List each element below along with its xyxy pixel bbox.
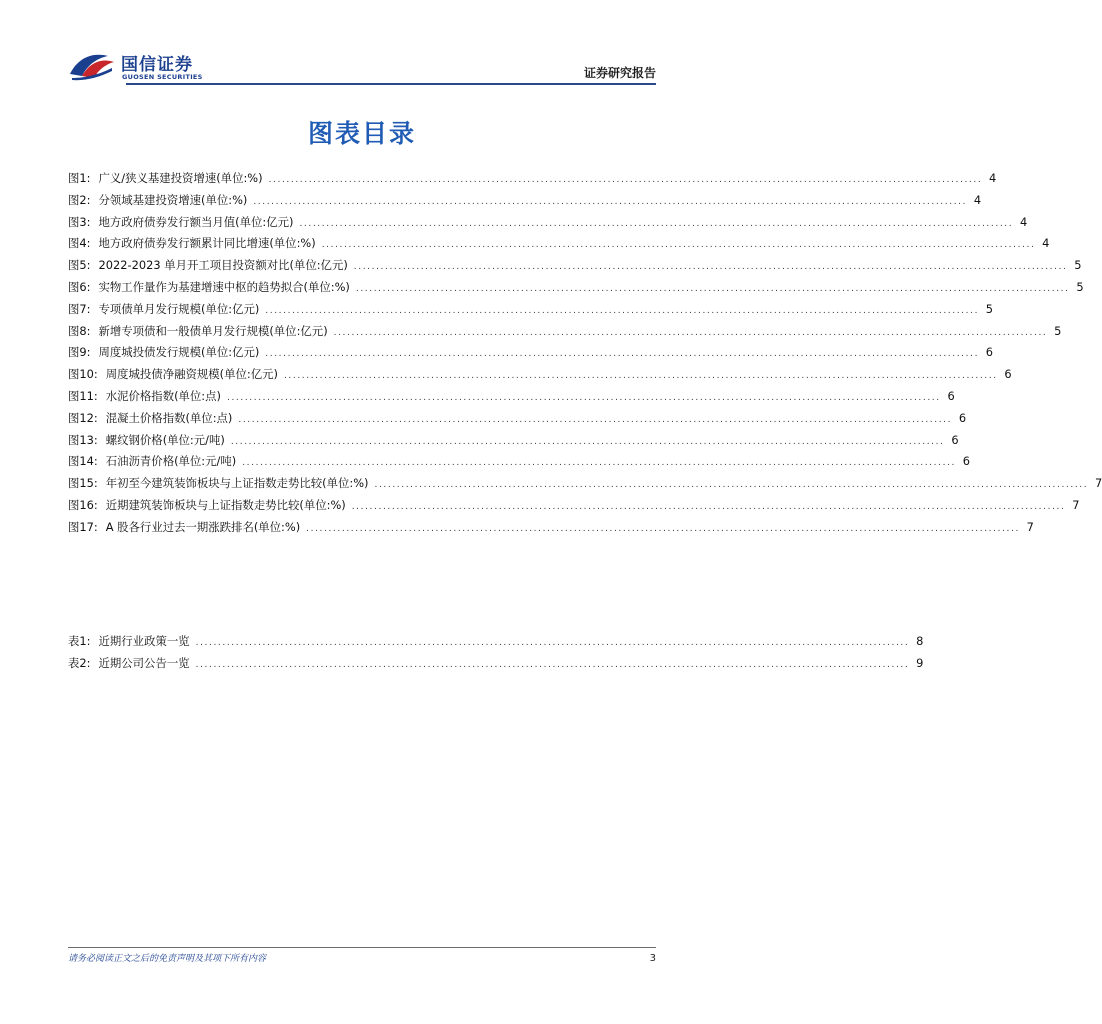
entry-label: 图4: <box>68 236 91 251</box>
entry-title: 水泥价格指数(单位:点) <box>105 388 221 403</box>
entry-page-number: 7 <box>1072 497 1080 512</box>
figure-toc-entry[interactable] <box>68 519 1034 541</box>
entry-label: 图16: <box>68 497 98 512</box>
entry-page-number: 6 <box>1004 367 1012 382</box>
figure-toc-entry[interactable] <box>68 497 1080 519</box>
entry-page-number: 5 <box>985 301 994 316</box>
entry-page-number: 6 <box>958 410 967 425</box>
entry-title: 周度城投债发行规模(单位:亿元) <box>98 345 260 360</box>
figure-toc-entry[interactable] <box>68 453 970 475</box>
logo-english-name: GUOSEN SECURITIES <box>122 73 203 81</box>
figure-toc-entry[interactable] <box>68 475 1102 497</box>
entry-page-number: 4 <box>1042 236 1050 251</box>
page-number: 3 <box>649 953 656 964</box>
figure-toc-entry[interactable] <box>68 410 967 432</box>
dot-leader: ................................................................................................................................................................ <box>299 218 1014 229</box>
dot-leader: ................................................................................................................................................................ <box>230 436 945 447</box>
footer-divider <box>68 947 656 948</box>
entry-page-number: 6 <box>947 388 955 403</box>
entry-page-number: 6 <box>985 345 994 360</box>
entry-label: 图3: <box>68 214 91 229</box>
dot-leader: ................................................................................................................................................................ <box>238 414 953 425</box>
entry-title: 周度城投债净融资规模(单位:亿元) <box>105 367 278 382</box>
figure-toc-entry[interactable] <box>68 388 955 410</box>
dot-leader: ................................................................................................................................................................ <box>265 349 980 360</box>
report-type-label: 证券研究报告 <box>583 66 656 80</box>
entry-title: 石油沥青价格(单位:元/吨) <box>105 454 237 469</box>
figure-toc-entry[interactable] <box>68 192 982 214</box>
entry-label: 图12: <box>68 410 98 425</box>
entry-label: 图13: <box>68 432 98 447</box>
entry-page-number: 4 <box>1019 214 1028 229</box>
page-header <box>68 44 656 86</box>
figure-toc-entry[interactable] <box>68 432 959 454</box>
dot-leader: ................................................................................................................................................................ <box>242 458 956 469</box>
entry-title: 分领域基建投资增速(单位:%) <box>98 192 248 207</box>
entry-label: 图2: <box>68 192 91 207</box>
entry-label: 图6: <box>68 279 91 294</box>
entry-title: 实物工作量作为基建增速中枢的趋势拟合(单位:%) <box>98 279 350 294</box>
entry-label: 图5: <box>68 258 91 273</box>
entry-label: 图7: <box>68 301 91 316</box>
entry-page-number: 5 <box>1074 258 1082 273</box>
entry-title: 地方政府债券发行额累计同比增速(单位:%) <box>98 236 316 251</box>
dot-leader: ................................................................................................................................................................ <box>353 262 1068 273</box>
entry-page-number: 4 <box>989 171 997 185</box>
logo-chinese-name: 国信证券 <box>121 55 193 75</box>
entry-page-number: 9 <box>916 655 924 670</box>
entry-page-number: 6 <box>962 454 970 469</box>
entry-page-number: 7 <box>1026 519 1034 534</box>
entry-page-number: 8 <box>916 634 924 648</box>
dot-leader: ................................................................................................................................................................ <box>321 240 1036 251</box>
entry-title: 近期行业政策一览 <box>98 634 190 648</box>
entry-page-number: 6 <box>951 432 959 447</box>
dot-leader: ................................................................................................................................................................ <box>195 638 910 648</box>
figure-toc-entry[interactable] <box>68 170 997 192</box>
table-toc-entry[interactable] <box>68 633 924 655</box>
dot-leader: ................................................................................................................................................................ <box>374 480 1089 491</box>
entry-page-number: 7 <box>1094 476 1102 491</box>
figure-toc-entry[interactable] <box>68 279 1084 301</box>
figure-toc-entry[interactable] <box>68 214 1028 236</box>
entry-title: 广义/狭义基建投资增速(单位:%) <box>98 171 263 185</box>
dot-leader: ................................................................................................................................................................ <box>195 659 910 670</box>
dot-leader: ................................................................................................................................................................ <box>253 196 968 207</box>
figure-toc-entry[interactable] <box>68 235 1050 257</box>
entry-label: 表2: <box>68 655 91 670</box>
dot-leader: ................................................................................................................................................................ <box>268 175 983 185</box>
entry-label: 图17: <box>68 519 98 534</box>
entry-title: A 股各行业过去一期涨跌排名(单位:%) <box>105 519 301 534</box>
entry-title: 近期公司公告一览 <box>98 655 190 670</box>
figure-toc-entry[interactable] <box>68 366 1012 388</box>
entry-label: 图8: <box>68 323 91 338</box>
page-title: 图表目录 <box>307 119 416 148</box>
header-divider <box>126 83 656 85</box>
dot-leader: ................................................................................................................................................................ <box>306 523 1020 534</box>
dot-leader: ................................................................................................................................................................ <box>351 501 1066 512</box>
entry-title: 混凝土价格指数(单位:点) <box>105 410 233 425</box>
entry-page-number: 5 <box>1076 279 1084 294</box>
table-toc-entry[interactable] <box>68 655 924 677</box>
entry-title: 年初至今建筑装饰板块与上证指数走势比较(单位:%) <box>105 476 369 491</box>
dot-leader: ................................................................................................................................................................ <box>283 371 998 382</box>
entry-label: 图11: <box>68 388 98 403</box>
entry-label: 表1: <box>68 634 91 648</box>
entry-label: 图9: <box>68 345 91 360</box>
footer-disclaimer[interactable]: 请务必阅读正文之后的免责声明及其项下所有内容 <box>68 954 267 964</box>
dot-leader: ................................................................................................................................................................ <box>355 283 1070 294</box>
guosen-logo-icon <box>68 48 116 82</box>
entry-label: 图1: <box>68 171 91 185</box>
dot-leader: ................................................................................................................................................................ <box>226 392 941 403</box>
entry-title: 螺纹钢价格(单位:元/吨) <box>105 432 225 447</box>
entry-title: 新增专项债和一般债单月发行规模(单位:亿元) <box>98 323 328 338</box>
entry-page-number: 5 <box>1054 323 1062 338</box>
figure-toc-entry[interactable] <box>68 257 1082 279</box>
entry-title: 2022-2023 单月开工项目投资额对比(单位:亿元) <box>98 258 348 273</box>
dot-leader: ................................................................................................................................................................ <box>265 305 980 316</box>
entry-label: 图14: <box>68 454 98 469</box>
figure-toc-entry[interactable] <box>68 323 1062 345</box>
entry-title: 专项债单月发行规模(单位:亿元) <box>98 301 260 316</box>
figure-toc-entry[interactable] <box>68 301 994 323</box>
entry-title: 近期建筑装饰板块与上证指数走势比较(单位:%) <box>105 497 346 512</box>
dot-leader: ................................................................................................................................................................ <box>333 327 1048 338</box>
table-list <box>68 633 924 677</box>
figure-toc-entry[interactable] <box>68 344 994 366</box>
figure-list <box>68 170 1102 541</box>
entry-label: 图10: <box>68 367 98 382</box>
entry-title: 地方政府债券发行额当月值(单位:亿元) <box>98 214 294 229</box>
entry-page-number: 4 <box>973 192 982 207</box>
entry-label: 图15: <box>68 476 98 491</box>
